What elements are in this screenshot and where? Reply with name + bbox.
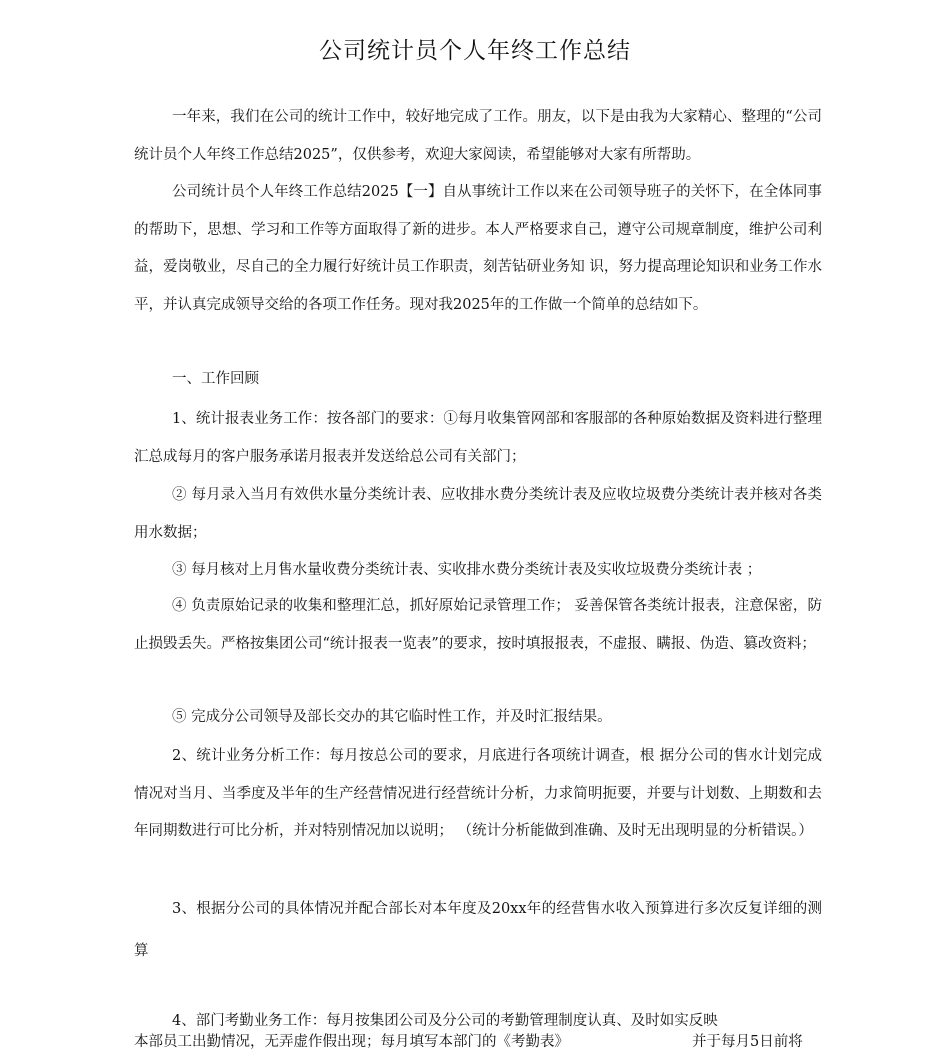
section-heading-work-review: 一、工作回顾 <box>172 371 259 387</box>
paragraph-intro: 一年来，我们在公司的统计工作中，较好地完成了工作。朋友，以下是由我为大家精心、整理的“公司统计员个人年终工作总结2025”，仅供参考，欢迎大家阅读，希望能够对大家有所帮助。 <box>134 109 822 163</box>
paragraph-item-1-4: ④ 负责原始记录的收集和整理汇总，抓好原始记录管理工作； 妥善保管各类统计报表，注意保密，防止损毁丢失。严格按集团公司“统计报表一览表”的要求，按时填报报表，不虚报、瞒报、伪造、篡改资料； <box>134 598 822 652</box>
paragraph-item-1-5: ⑤ 完成分公司领导及部长交办的其它临时性工作，并及时汇报结果。 <box>172 709 612 725</box>
paragraph-item-1-2: ② 每月录入当月有效供水量分类统计表、应收排水费分类统计表及应收垃圾费分类统计表并核对各类用水数据； <box>134 487 822 541</box>
paragraph-item-4-line-1: 4、部门考勤业务工作：每月按集团公司及分公司的考勤管理制度认真、及时如实反映 <box>172 1013 718 1029</box>
paragraph-item-1-3: ③ 每月核对上月售水量收费分类统计表、实收排水费分类统计表及实收垃圾费分类统计表 ； <box>172 562 762 578</box>
paragraph-item-3: 3、根据分公司的具体情况并配合部长对本年度及20xx年的经营售水收入预算进行多次反复详细的测算 <box>134 901 822 959</box>
paragraph-item-4-line-2: 本部员工出勤情况，无弄虚作假出现；每月填写本部门的《考勤表》 <box>134 1034 569 1050</box>
paragraph-item-2: 2、统计业务分析工作：每月按总公司的要求，月底进行各项统计调查，根 据分公司的售水计划完成情况对当月、当季度及半年的生产经营情况进行经营统计分析，力求简明扼要，并要与计划数、上期数和去年同期数进行可比分析，并对特别情况加以说明； （统计分析能做到准确、及时无出现明显的分析错误。） <box>134 748 822 839</box>
paragraph-summary: 公司统计员个人年终工作总结2025【一】自从事统计工作以来在公司领导班子的关怀下，在全体同事的帮助下，思想、学习和工作等方面取得了新的进步。本人严格要求自己，遵守公司规章制度，维护公司利益，爱岗敬业，尽自己的全力履行好统计员工作职责，刻苦钻研业务知 识，努力提高理论知识和业务工作水平，并认真完成领导交给的各项工作任务。现对我2025年的工作做一个简单的总结如下。 <box>134 184 822 313</box>
paragraph-item-1: 1、统计报表业务工作：按各部门的要求：①每月收集管网部和客服部的各种原始数据及资料进行整理汇总成每月的客户服务承诺月报表并发送给总公司有关部门； <box>134 411 822 465</box>
document-title: 公司统计员个人年终工作总结 <box>319 38 631 64</box>
paragraph-item-4-line-2-end: 并于每月5日前将 <box>692 1034 803 1050</box>
